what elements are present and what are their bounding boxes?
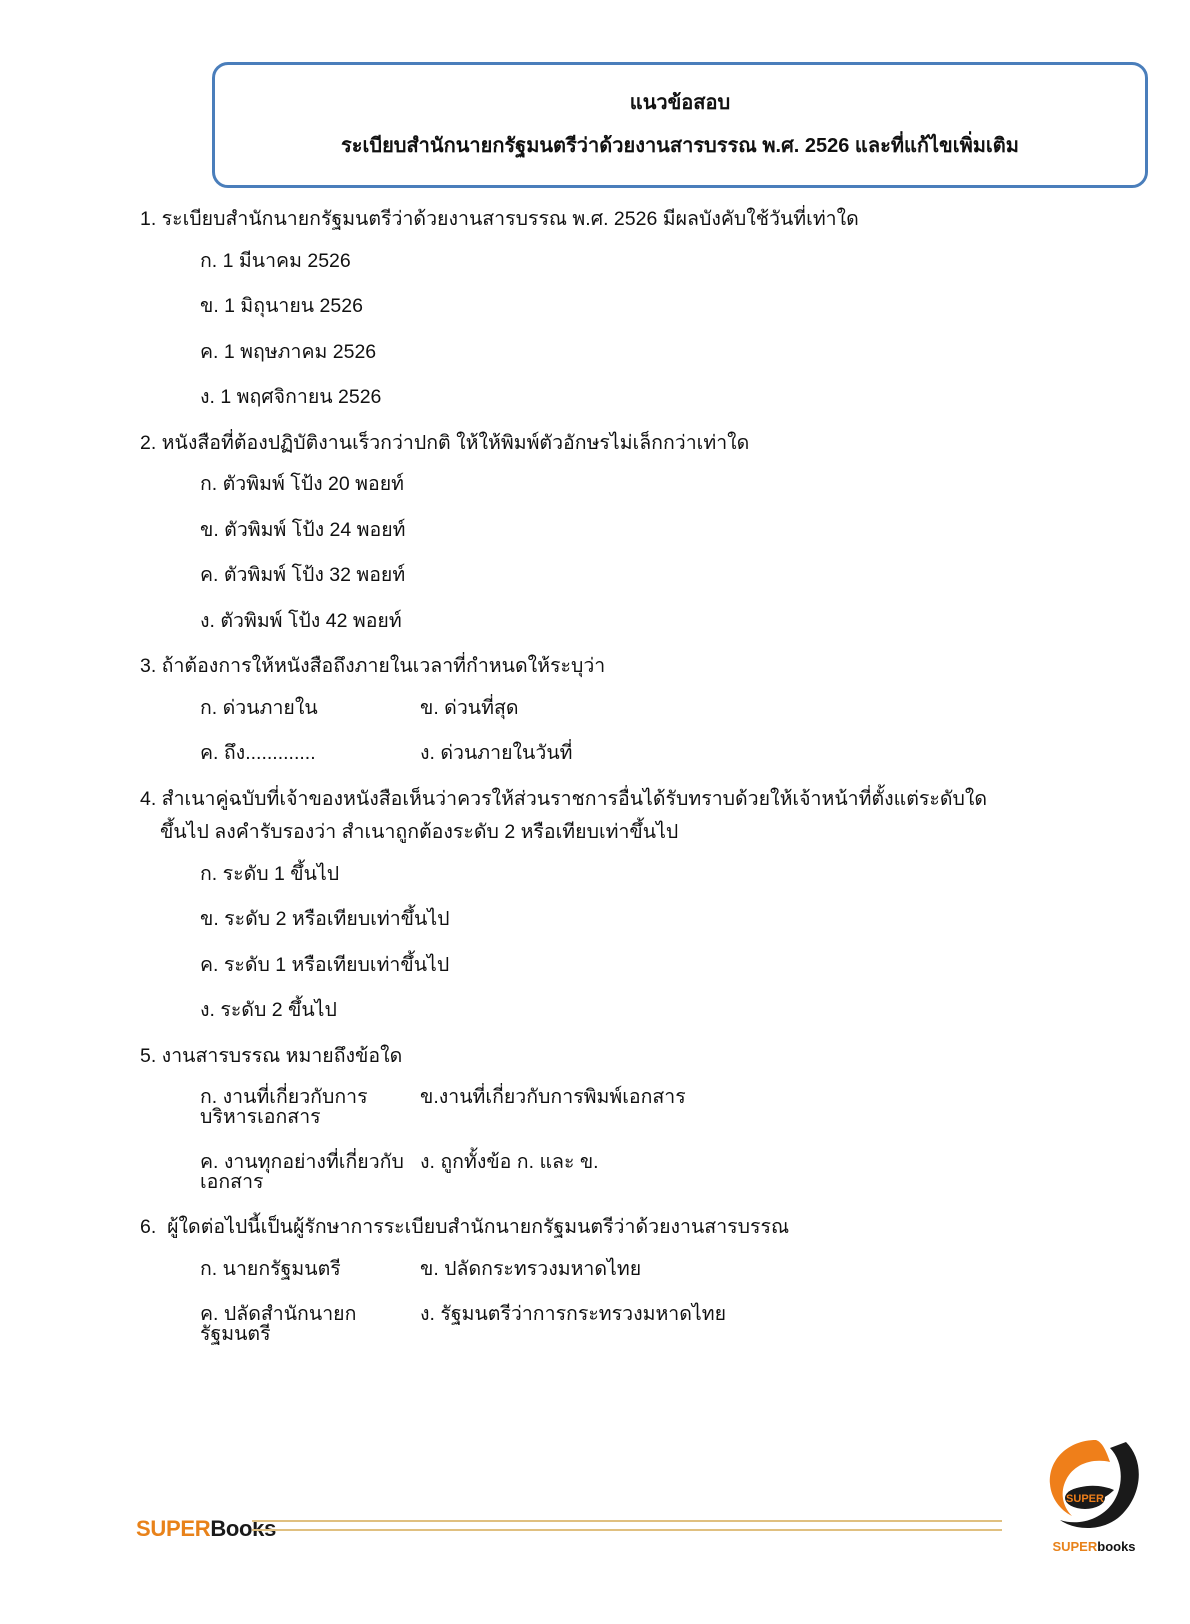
page-footer [0,1436,1190,1566]
choices-row [0,696,1190,719]
superbooks-logo-text [1038,1539,1150,1554]
question-block [0,657,1190,764]
choice-option[interactable]: ค. 1 พฤษภาคม 2526 [200,340,377,363]
superbooks-swoosh-icon [1038,1436,1150,1532]
question-text-continuation: ขึ้นไป ลงคำรับรองว่า สำเนาถูกต้องระดับ 2 หรือเทียบเท่าขึ้นไป [160,821,679,843]
footer-wordmark-super: SUPER [136,1516,211,1541]
question-text: 5. งานสารบรรณ หมายถึงข้อใด [140,1044,403,1067]
choice-option[interactable]: ก. ด่วนภายใน [200,696,318,719]
choice-option[interactable]: ข. ด่วนที่สุด [420,696,519,719]
choice-option[interactable]: ง. 1 พฤศจิกายน 2526 [200,386,382,408]
choices-row [0,744,1190,764]
exam-header-banner [212,62,1148,188]
choice-option[interactable]: ข. 1 มิถุนายน 2526 [200,295,363,317]
choice-option[interactable]: ง. ระดับ 2 ขึ้นไป [200,999,337,1021]
question-text: 4. สำเนาคู่ฉบับที่เจ้าของหนังสือเห็นว่าควรให้ส่วนราชการอื่นได้รับทราบด้วยให้เจ้าหน้าที่ตั้งแต่ระดับใด [140,787,988,810]
choice-option[interactable]: ก. ตัวพิมพ์ โป้ง 20 พอยท์ [200,473,404,495]
svg-text:SUPER: SUPER [1066,1493,1104,1505]
question-block [0,1218,1190,1344]
header-title-main: แนวข้อสอบ [629,92,731,114]
superbooks-logo-super: SUPER [1052,1539,1098,1554]
choice-option[interactable]: ข. ตัวพิมพ์ โป้ง 24 พอยท์ [200,518,406,541]
choice-option[interactable]: ก. 1 มีนาคม 2526 [200,249,351,272]
choices-list [0,249,1190,408]
choice-option[interactable]: ก. นายกรัฐมนตรี [200,1257,341,1280]
choice-option[interactable]: ข. ระดับ 2 หรือเทียบเท่าขึ้นไป [200,908,450,930]
question-text: 3. ถ้าต้องการให้หนังสือถึงภายในเวลาที่กำหนดให้ระบุว่า [140,655,606,677]
choices-list [0,862,1190,1021]
exam-questions-container [0,210,1190,1370]
header-title-subtitle: ระเบียบสำนักนายกรัฐมนตรีว่าด้วยงานสารบรรณ พ.ศ. 2526 และที่แก้ไขเพิ่มเติม [341,135,1019,157]
choices-row [0,1088,1190,1127]
superbooks-logo [1038,1436,1150,1554]
choice-option[interactable]: ก. งานที่เกี่ยวกับการบริหารเอกสาร [200,1086,368,1128]
question-text: 2. หนังสือที่ต้องปฏิบัติงานเร็วกว่าปกติ ให้ให้พิมพ์ตัวอักษรไม่เล็กกว่าเท่าใด [140,431,750,454]
choices-grid [0,1088,1190,1192]
superbooks-logo-books: books [1097,1539,1136,1554]
choice-option[interactable]: ข.งานที่เกี่ยวกับการพิมพ์เอกสาร [420,1086,686,1108]
choice-option[interactable]: ก. ระดับ 1 ขึ้นไป [200,862,340,885]
choice-option[interactable]: ง. รัฐมนตรีว่าการกระทรวงมหาดไทย [420,1303,727,1325]
question-block [0,431,1190,632]
choice-option[interactable]: ค. ตัวพิมพ์ โป้ง 32 พอยท์ [200,564,406,586]
choice-option[interactable]: ข. ปลัดกระทรวงมหาดไทย [420,1257,642,1280]
choice-option[interactable]: ค. งานทุกอย่างที่เกี่ยวกับเอกสาร [200,1151,404,1193]
choice-option[interactable]: ค. ถึง............. [200,742,316,764]
question-text: 1. ระเบียบสำนักนายกรัฐมนตรีว่าด้วยงานสารบรรณ พ.ศ. 2526 มีผลบังคับใช้วันที่เท่าใด [140,208,859,230]
choices-list [0,475,1190,631]
question-block [0,210,1190,408]
choices-grid [0,1257,1190,1345]
choice-option[interactable]: ง. ตัวพิมพ์ โป้ง 42 พอยท์ [200,609,402,632]
choices-row [0,1257,1190,1280]
choices-grid [0,696,1190,764]
choices-row [0,1305,1190,1344]
choice-option[interactable]: ง. ด่วนภายในวันที่ [420,742,573,764]
choice-option[interactable]: ค. ปลัดสำนักนายกรัฐมนตรี [200,1303,357,1345]
choice-option[interactable]: ค. ระดับ 1 หรือเทียบเท่าขึ้นไป [200,953,450,976]
footer-wordmark-books: Books [210,1516,277,1541]
footer-divider-rule [252,1520,1002,1531]
question-block [0,787,1190,1021]
choice-option[interactable]: ง. ถูกทั้งข้อ ก. และ ข. [420,1151,599,1173]
question-block [0,1044,1190,1193]
question-text: 6. ผู้ใดต่อไปนี้เป็นผู้รักษาการระเบียบสำนักนายกรัฐมนตรีว่าด้วยงานสารบรรณ [140,1216,790,1238]
choices-row [0,1153,1190,1192]
